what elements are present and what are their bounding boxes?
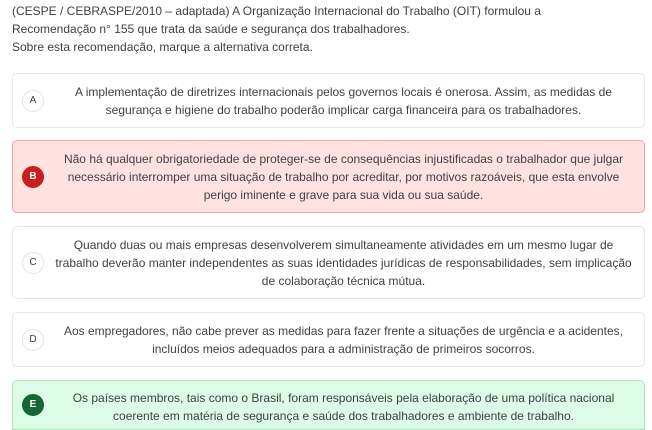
option-text-a: A implementação de diretrizes internacionais pelos governos locais é onerosa. Assim, as medidas de segurança e higiene do trabalho poderão implicar carga financeira para os trabalhadores. xyxy=(75,84,612,117)
option-text-b: Não há qualquer obrigatoriedade de proteger-se de consequências injustificadas o trabalhador que julgar necessário interromper uma situação de trabalho por acreditar, por motivos razoáveis, que esta envolve perigo iminente e grave para sua vida ou sua saúde. xyxy=(63,151,624,202)
option-b[interactable] xyxy=(12,140,645,213)
option-letter-b[interactable]: B xyxy=(22,166,44,188)
option-text-d: Aos empregadores, não cabe prever as medidas para fazer frente a situações de urgência e a acidentes, incluídos meios adequados para a administração de primeiros socorros. xyxy=(63,323,623,356)
option-letter-d[interactable]: D xyxy=(22,329,44,351)
question-line: Recomendação n° 155 que trata da saúde e segurança dos trabalhadores. xyxy=(12,22,410,36)
option-letter-c[interactable]: C xyxy=(22,252,44,274)
question-line: (CESPE / CEBRASPE/2010 – adaptada) A Organização Internacional do Trabalho (OIT) formulou a xyxy=(12,4,541,18)
option-e[interactable] xyxy=(12,380,645,430)
question-statement xyxy=(12,2,642,56)
option-c[interactable] xyxy=(12,226,645,299)
option-letter-a[interactable]: A xyxy=(22,90,44,112)
option-a[interactable] xyxy=(12,73,645,128)
option-text-e: Os países membros, tais como o Brasil, foram responsáveis pela elaboração de uma política nacional coerente em matéria de segurança e saúde dos trabalhadores e ambiente de trabalho. xyxy=(72,391,615,423)
option-d[interactable] xyxy=(12,312,645,367)
option-letter-e[interactable]: E xyxy=(22,394,44,416)
option-text-c: Quando duas ou mais empresas desenvolverem simultaneamente atividades em um mesmo lugar de trabalho deverão manter independentes as suas identidades jurídicas de responsabilidades, sem implicação de colaboração técnica mútua. xyxy=(55,237,632,288)
question-line: Sobre esta recomendação, marque a alternativa correta. xyxy=(12,40,313,54)
